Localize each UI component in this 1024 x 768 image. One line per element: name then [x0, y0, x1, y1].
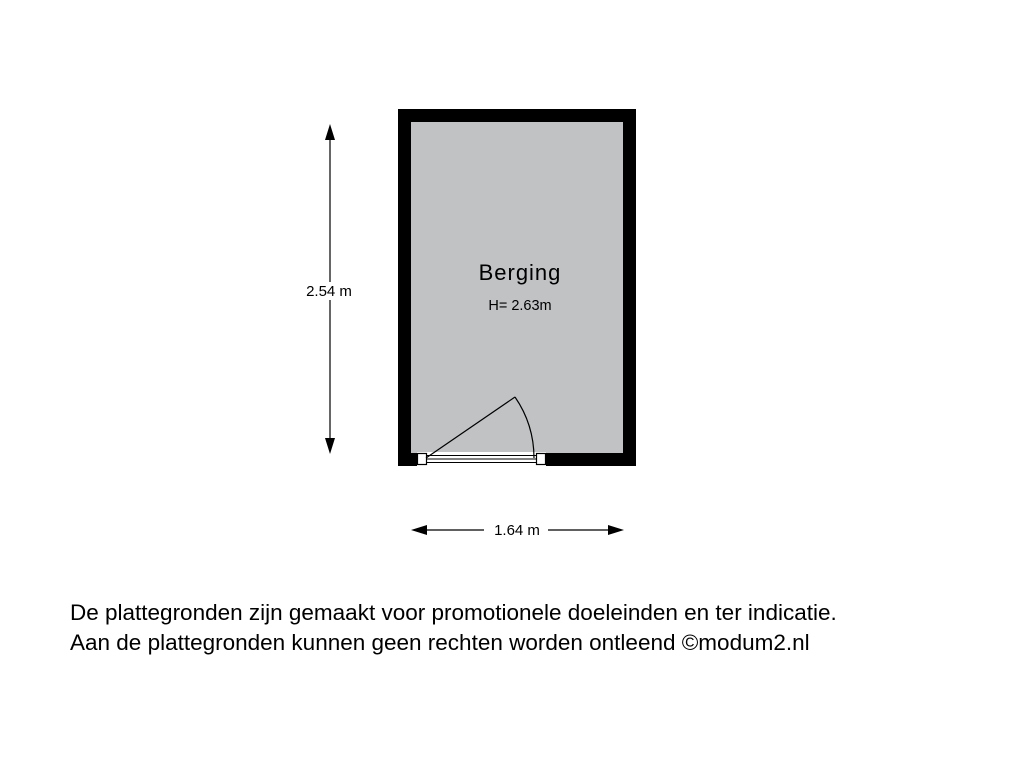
arrowhead-right-icon — [608, 525, 624, 535]
dimension-vertical — [306, 124, 352, 454]
arrowhead-left-icon — [411, 525, 427, 535]
disclaimer — [70, 598, 1010, 658]
dimension-label-horizontal: 1.64 m — [494, 522, 540, 539]
room-berging — [398, 109, 636, 466]
disclaimer-line-1: De plattegronden zijn gemaakt voor promotionele doeleinden en ter indicatie. — [70, 600, 837, 625]
door-frame-right — [537, 454, 546, 465]
arrowhead-up-icon — [325, 124, 335, 140]
disclaimer-line-2: Aan de plattegronden kunnen geen rechten worden ontleend ©modum2.nl — [70, 630, 810, 655]
door-frame-left — [418, 454, 427, 465]
room-name-label: Berging — [478, 260, 562, 285]
dimension-horizontal — [411, 522, 624, 539]
dimension-label-vertical: 2.54 m — [306, 283, 352, 300]
arrowhead-down-icon — [325, 438, 335, 454]
room-height-label: H= 2.63m — [488, 298, 552, 314]
room-floor — [411, 122, 623, 453]
